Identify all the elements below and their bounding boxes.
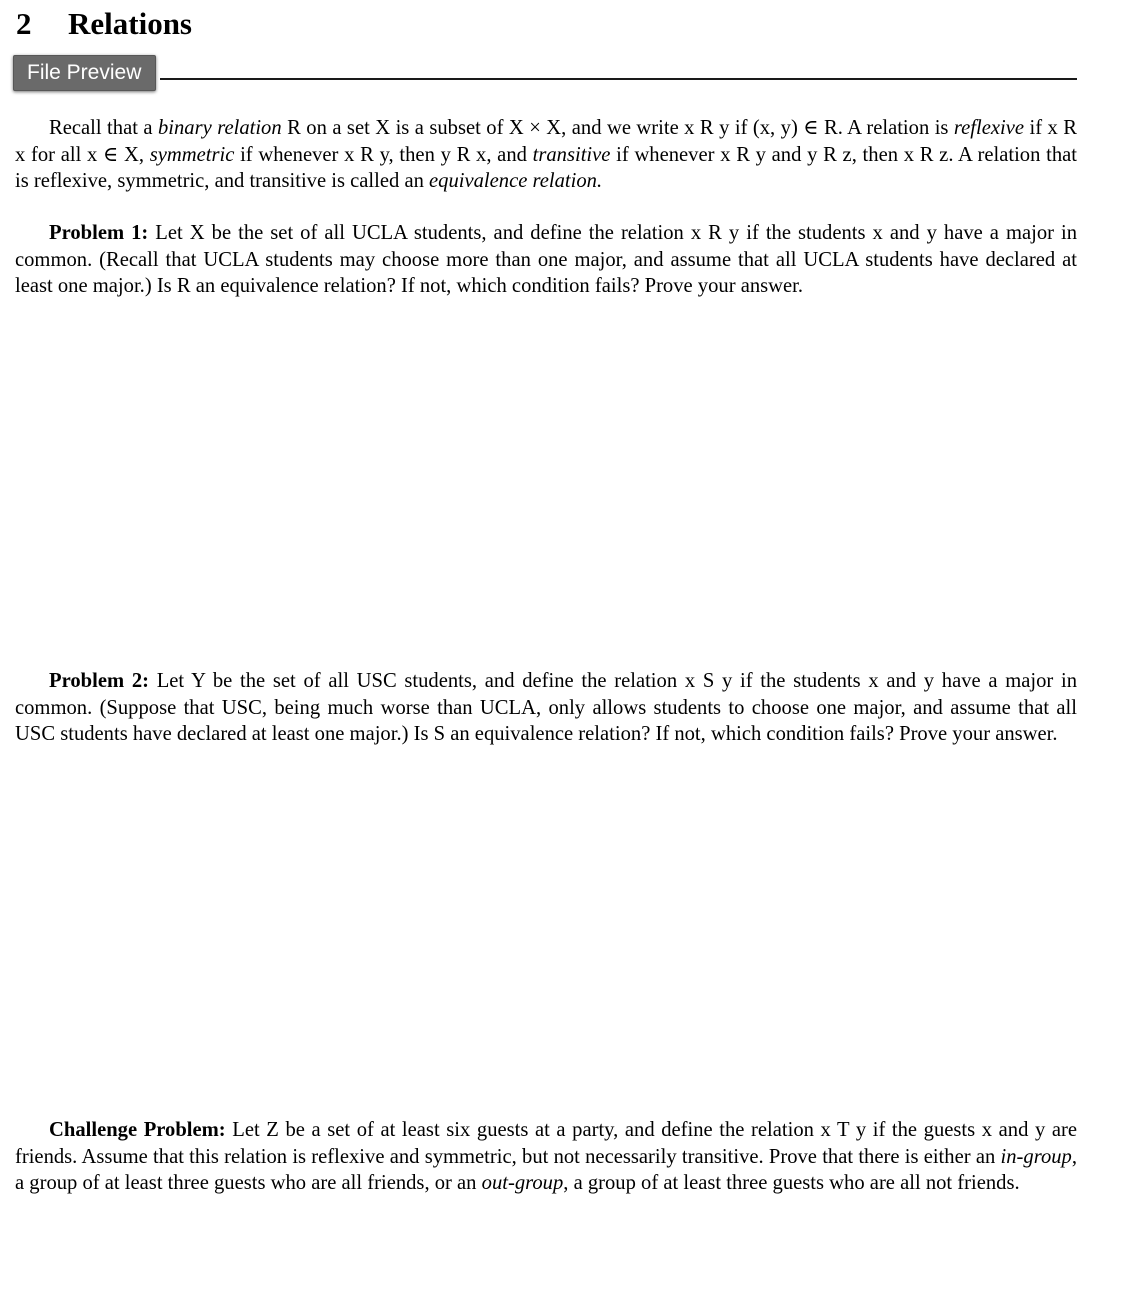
term-binary-relation: binary relation (157, 117, 282, 139)
intro-text-5: if whenever x R y and y R z, then x R z. A relation that is reflexive, symmetric, and transitive is called an (15, 143, 1077, 192)
term-transitive: transitive (532, 143, 611, 166)
challenge-problem (15, 1117, 1077, 1197)
term-equivalence-relation: equivalence relation. (429, 170, 603, 192)
intro-text-2: R on a set X is a subset of X × X, and we write x R y if (x, y) ∈ R. A relation is (281, 117, 954, 139)
term-symmetric: symmetric (149, 143, 235, 166)
challenge-problem-label: Challenge Problem: (49, 1119, 226, 1141)
intro-text-3: if x R x for all x ∈ X, (15, 117, 1077, 166)
section-number: 2 (16, 6, 32, 41)
problem-1 (15, 220, 1077, 300)
problem-1-label: Problem 1: (49, 222, 149, 244)
challenge-text-1: Let Z be a set of at least six guests at a party, and define the relation x T y if the guests x and y are friends. Assume that this relation is reflexive and symmetric, but not necessarily transitive. Prove that there is either an (15, 1119, 1078, 1168)
section-title: Relations (68, 6, 192, 41)
problem-2-label: Problem 2: (49, 670, 149, 692)
intro-text-1: Recall that a (49, 117, 158, 139)
intro-text-4: if whenever x R y, then y R x, and (234, 143, 533, 166)
problem-2 (15, 668, 1077, 748)
term-reflexive: reflexive (953, 117, 1025, 139)
problem-2-text: Let Y be the set of all USC students, and define the relation x S y if the students x and y have a major in common. (Suppose that USC, being much worse than UCLA, only allows students to choose one major, and assume that all USC students have declared at least one major.) Is S an equivalence relation? If not, which condition fails? Prove your answer. (15, 670, 1078, 745)
heading-rule (160, 78, 1077, 80)
challenge-text-3: , a group of at least three guests who are all not friends. (563, 1172, 1020, 1194)
section-heading (16, 4, 192, 44)
problem-1-text: Let X be the set of all UCLA students, and define the relation x R y if the students x and y have a major in common. (Recall that UCLA students may choose more than one major, and assume that all UCLA students have declared at least one major.) Is R an equivalence relation? If not, which condition fails? Prove your answer. (15, 222, 1078, 297)
intro-paragraph (15, 115, 1077, 195)
term-in-group: in-group (1000, 1145, 1072, 1168)
term-out-group: out-group (481, 1172, 564, 1194)
challenge-text-2: , a group of at least three guests who are all friends, or an (15, 1145, 1077, 1194)
file-preview-button[interactable]: File Preview (13, 55, 156, 91)
